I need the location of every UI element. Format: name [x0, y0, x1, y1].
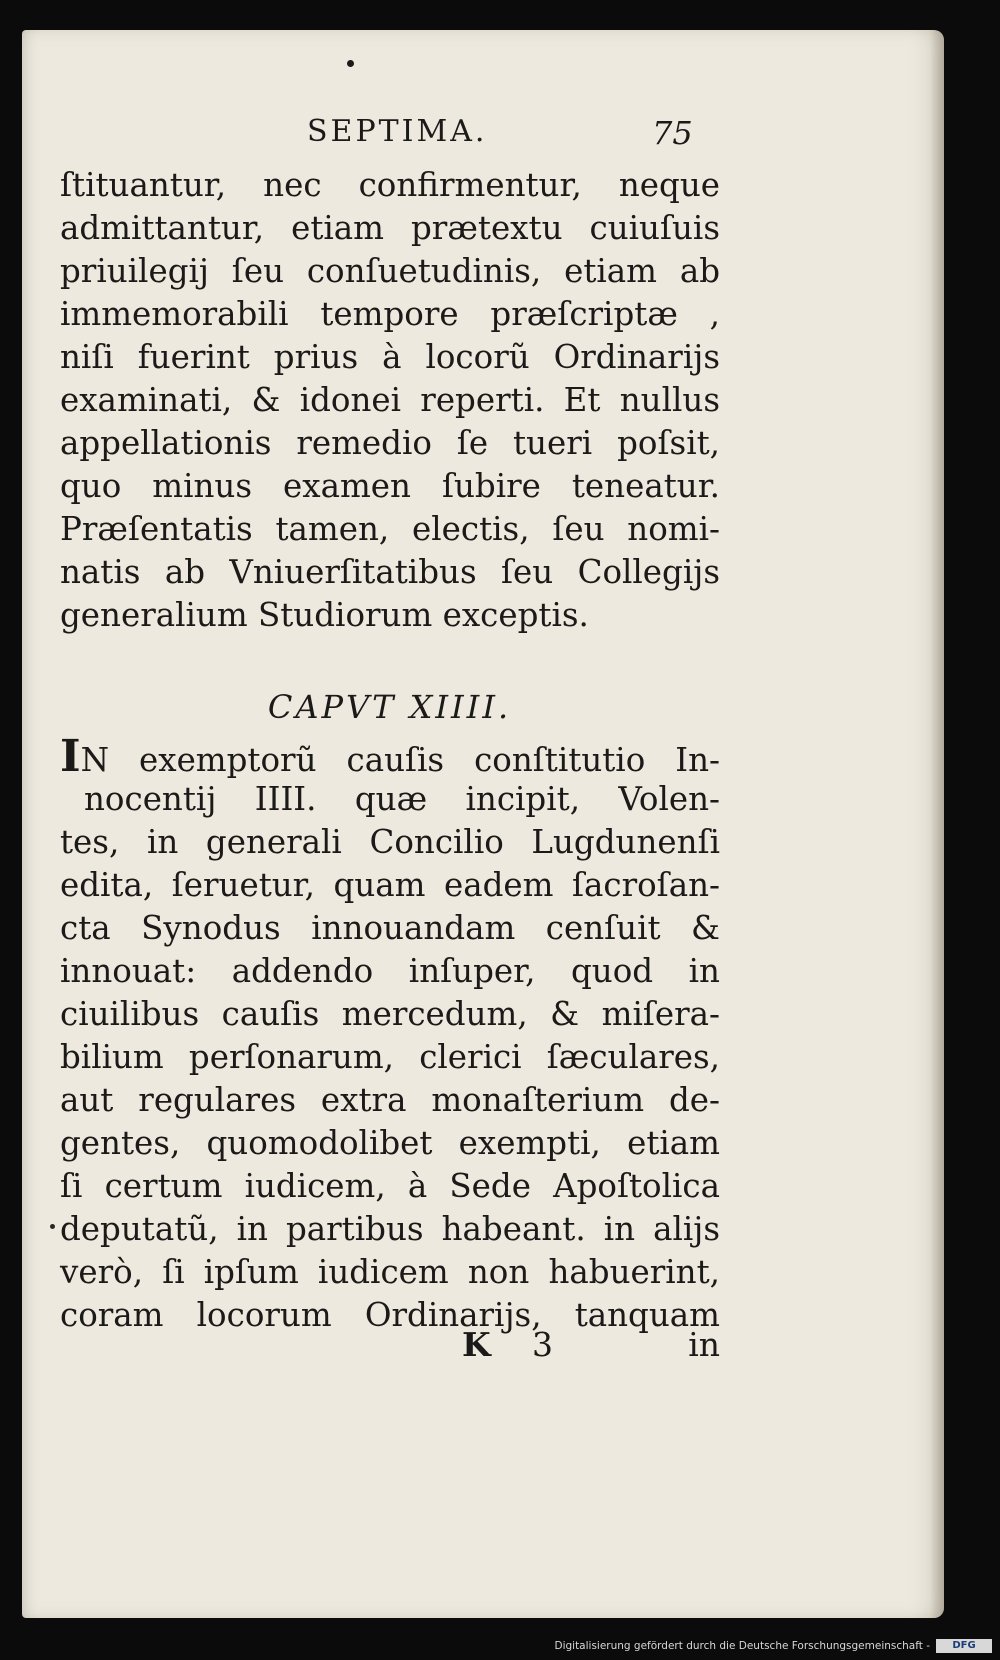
text-line-first	[60, 731, 720, 782]
text-line: tes, in generali Concilio Lugdunenſi	[60, 823, 720, 861]
text-line: admittantur, etiam prætextu cuiuſuis	[60, 209, 720, 247]
text-line: natis ab Vniuerſitatibus ſeu Collegijs	[60, 553, 720, 591]
digitization-credit: Digitalisierung gefördert durch die Deutsche Forschungsgemeinschaft -	[554, 1640, 930, 1652]
text-line: niſi fuerint prius à locorũ Ordinarijs	[60, 338, 720, 376]
signature-number: 3	[532, 1325, 553, 1364]
text-line: innouat: addendo inſuper, quod in	[60, 952, 720, 990]
text-line: examinati, & idonei reperti. Et nullus	[60, 381, 720, 419]
text-line: quo minus examen ſubire teneatur.	[60, 467, 720, 505]
signature-mark: K	[462, 1325, 491, 1364]
text-line: cta Synodus innouandam cenſuit &	[60, 909, 720, 947]
text-line: edita, ſeruetur, quam eadem ſacroſan-	[60, 866, 720, 904]
drop-initial: I	[60, 731, 81, 782]
text-line: deputatũ, in partibus habeant. in alijs	[60, 1210, 720, 1248]
text-line: ſi certum iudicem, à Sede Apoſtolica	[60, 1167, 720, 1205]
text-line: priuilegij ſeu conſuetudinis, etiam ab	[60, 252, 720, 290]
text-line: coram locorum Ordinarijs, tanquam	[60, 1296, 720, 1334]
chapter-heading: CAPVT XIIII.	[267, 688, 512, 726]
text-line-first-rest: N exemptorũ cauſis conſtitutio In-	[80, 741, 720, 779]
ink-dot	[347, 60, 354, 67]
text-line: ciuilibus cauſis mercedum, & miſera-	[60, 995, 720, 1033]
margin-mark	[50, 1224, 55, 1229]
text-line: generalium Studiorum exceptis.	[60, 596, 589, 634]
running-head: SEPTIMA.	[307, 114, 488, 149]
book-page	[22, 30, 944, 1618]
text-block-bottom	[60, 731, 720, 1337]
text-line: aut regulares extra monaſterium de-	[60, 1081, 720, 1119]
text-line: ſtituantur, nec confirmentur, neque	[60, 166, 720, 204]
text-line: gentes, quomodolibet exempti, etiam	[60, 1124, 720, 1162]
text-line: Præſentatis tamen, electis, ſeu nomi-	[60, 510, 720, 548]
text-line: nocentij IIII. quæ incipit, Volen-	[84, 780, 720, 818]
page-number: 75	[652, 114, 693, 152]
text-line: bilium perſonarum, clerici ſæculares,	[60, 1038, 720, 1076]
text-block-top	[60, 164, 720, 637]
catchword: in	[688, 1325, 720, 1364]
page-edge-shadow	[930, 30, 944, 1618]
text-line: verò, ſi ipſum iudicem non habuerint,	[60, 1253, 720, 1291]
text-line: appellationis remedio ſe tueri poſsit,	[60, 424, 720, 462]
dfg-logo: DFG	[936, 1639, 992, 1653]
text-line: immemorabili tempore præſcriptæ ,	[60, 295, 720, 333]
page-footer	[462, 1323, 720, 1366]
